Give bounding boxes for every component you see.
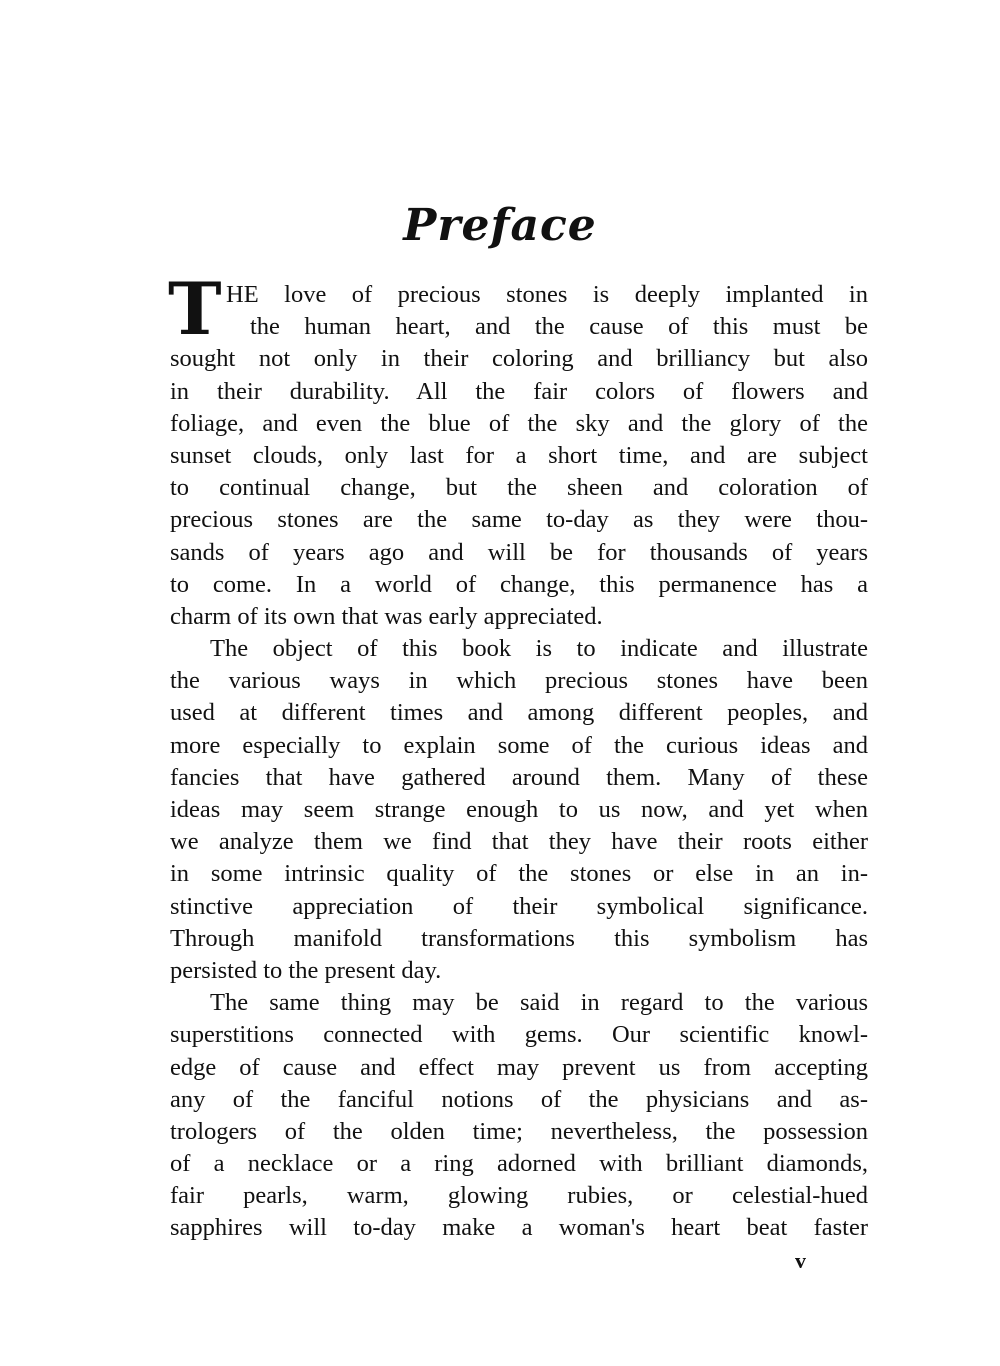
text-line: fancies that have gathered around them. Many of these bbox=[170, 763, 868, 791]
text-line: stinctive appreciation of their symbolical significance. bbox=[170, 892, 868, 920]
text-line: more especially to explain some of the curious ideas and bbox=[170, 731, 868, 759]
text-line: ideas may seem strange enough to us now, and yet when bbox=[170, 796, 868, 823]
text-line: the human heart, and the cause of this must be bbox=[250, 313, 868, 341]
text-line: used at different times and among different peoples, and bbox=[170, 699, 868, 727]
drop-cap: T bbox=[168, 266, 222, 351]
text-line: sapphires will to-day make a woman's heart beat faster bbox=[170, 1214, 868, 1242]
text-line: sands of years ago and will be for thousands of years bbox=[170, 538, 868, 566]
text-line: sunset clouds, only last for a short time, and are subject bbox=[170, 441, 868, 469]
text-line: the various ways in which precious stones have been bbox=[170, 667, 868, 695]
text-line: persisted to the present day. bbox=[170, 956, 442, 984]
text-line: HE love of precious stones is deeply implanted in bbox=[226, 281, 868, 308]
text-line: of a necklace or a ring adorned with brilliant diamonds, bbox=[170, 1150, 868, 1178]
body-text bbox=[170, 279, 868, 1245]
text-line: Through manifold transformations this symbolism has bbox=[170, 924, 868, 952]
text-line: trologers of the olden time; nevertheless, the possession bbox=[170, 1117, 868, 1145]
text-line: precious stones are the same to-day as they were thou- bbox=[170, 506, 868, 534]
text-line: superstitions connected with gems. Our scientific knowl- bbox=[170, 1021, 868, 1049]
paragraph bbox=[170, 633, 868, 987]
page-number: v bbox=[795, 1248, 806, 1273]
page-title: Preface bbox=[403, 200, 597, 251]
paragraph bbox=[170, 279, 868, 633]
text-line: in their durability. All the fair colors of flowers and bbox=[170, 377, 868, 405]
text-line: charm of its own that was early appreciated. bbox=[170, 602, 603, 630]
text-line: to come. In a world of change, this permanence has a bbox=[170, 570, 868, 598]
paragraph bbox=[170, 987, 868, 1245]
text-line: any of the fanciful notions of the physicians and as- bbox=[170, 1085, 868, 1113]
text-line: to continual change, but the sheen and coloration of bbox=[170, 474, 868, 502]
text-line: fair pearls, warm, glowing rubies, or celestial-hued bbox=[170, 1182, 868, 1210]
text-line: we analyze them we find that they have their roots either bbox=[170, 828, 868, 856]
text-line: The same thing may be said in regard to the various bbox=[210, 989, 868, 1017]
text-line: edge of cause and effect may prevent us from accepting bbox=[170, 1053, 868, 1081]
text-line: sought not only in their coloring and brilliancy but also bbox=[170, 345, 868, 373]
text-line: in some intrinsic quality of the stones or else in an in- bbox=[170, 860, 868, 888]
text-line: foliage, and even the blue of the sky and the glory of the bbox=[170, 409, 868, 437]
text-line: The object of this book is to indicate and illustrate bbox=[210, 635, 868, 663]
